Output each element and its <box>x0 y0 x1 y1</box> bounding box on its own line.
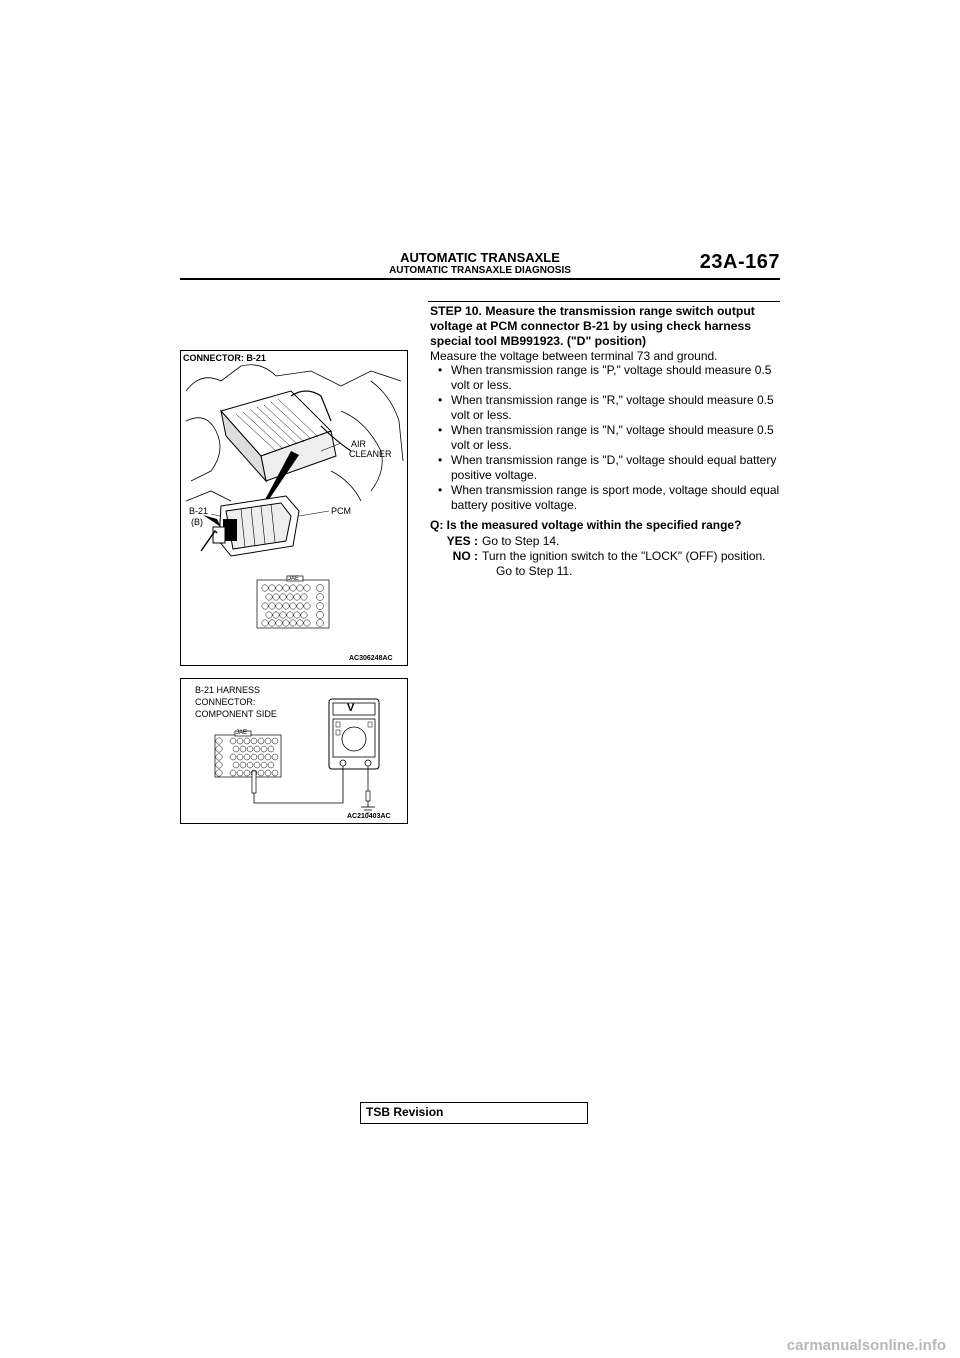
no-answer-line1: Turn the ignition switch to the "LOCK" (OFF) position. <box>482 549 766 563</box>
harness-label-line1: B-21 HARNESS <box>195 685 261 695</box>
watermark: carmanualsonline.info <box>786 1337 946 1354</box>
figure-code: AC306248AC <box>349 655 393 662</box>
section-title: AUTOMATIC TRANSAXLE <box>400 250 560 265</box>
list-item: • When transmission range is "R," voltage should measure 0.5 volt or less. <box>438 393 774 422</box>
tsb-revision-box <box>360 1102 588 1124</box>
list-item: • When transmission range is "D," voltage should equal battery positive voltage. <box>438 453 777 482</box>
question: Q: Is the measured voltage within the specified range? <box>430 518 742 532</box>
no-answer-line2: Go to Step 11. <box>496 564 573 578</box>
step-intro: Measure the voltage between terminal 73 and ground. <box>430 349 718 363</box>
section-subtitle: AUTOMATIC TRANSAXLE DIAGNOSIS <box>389 265 571 276</box>
yes-answer: Go to Step 14. <box>482 534 560 548</box>
harness-label-line3: COMPONENT SIDE <box>195 709 277 719</box>
list-item: • When transmission range is "N," voltage should measure 0.5 volt or less. <box>438 423 774 452</box>
jae-label: JAE <box>288 576 300 582</box>
pcm-label: PCM <box>331 506 351 516</box>
jae-label: JAE <box>236 730 248 736</box>
harness-label-line2: CONNECTOR: <box>195 697 256 707</box>
condition-list <box>438 363 780 513</box>
yes-key: YES : <box>446 534 478 548</box>
connector-location-figure <box>180 350 408 666</box>
tsb-revision-label: TSB Revision <box>366 1105 444 1119</box>
step-rule <box>428 301 780 302</box>
b-label: (B) <box>191 517 203 527</box>
list-item: • When transmission range is "P," voltage should measure 0.5 volt or less. <box>438 363 772 392</box>
engine-bay-illustration <box>181 351 407 665</box>
step-title: STEP 10. Measure the transmission range switch output voltage at PCM connector B-21 by using check harness special tool MB991923. ("D" position) <box>430 304 755 348</box>
voltmeter-symbol: V <box>347 702 355 714</box>
no-key: NO : <box>452 549 478 563</box>
air-cleaner-label-line2: CLEANER <box>349 449 392 459</box>
connector-label: CONNECTOR: B-21 <box>183 353 266 363</box>
figure-code: AC210403AC <box>347 813 391 820</box>
page-number: 23A-167 <box>699 251 780 273</box>
b21-label: B-21 <box>189 506 209 516</box>
measurement-figure <box>180 678 408 824</box>
air-cleaner-label-line1: AIR <box>351 439 367 449</box>
header-rule <box>180 278 780 280</box>
list-item: • When transmission range is sport mode, voltage should equal battery positive voltage. <box>438 483 780 512</box>
